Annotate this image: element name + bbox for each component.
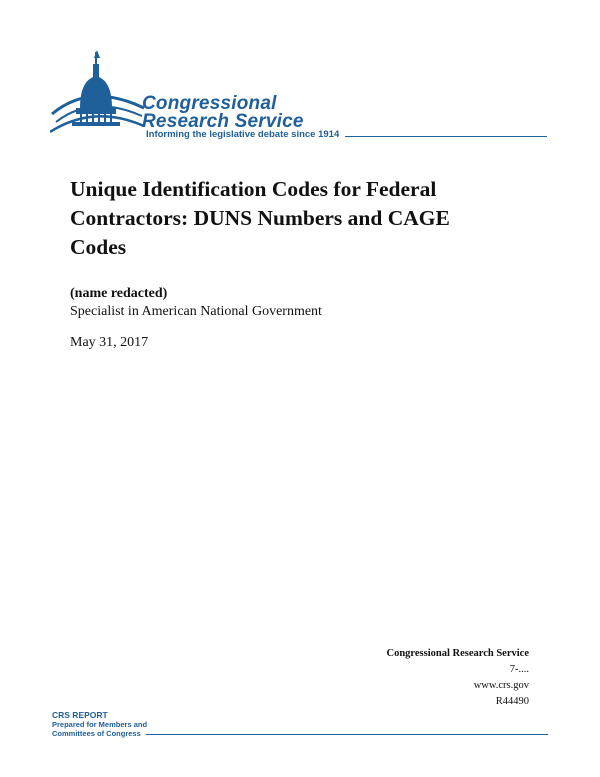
report-title: Unique Identification Codes for Federal Contractors: DUNS Numbers and CAGE Codes: [70, 177, 450, 259]
author-name: (name redacted): [70, 286, 168, 301]
logo-divider: [345, 136, 547, 137]
badge-line2: Prepared for Members and: [52, 720, 148, 729]
crs-report-badge: [52, 711, 147, 738]
footer-website: www.crs.gov: [473, 680, 529, 691]
report-date: May 31, 2017: [70, 335, 149, 350]
report-number: R44490: [495, 696, 529, 707]
org-name-line1: Congressional: [142, 93, 277, 114]
badge-title: CRS REPORT: [52, 710, 108, 720]
capitol-dome-icon: [50, 42, 146, 142]
badge-line3: Committees of Congress: [52, 729, 141, 738]
crs-logo: [50, 42, 550, 142]
footer-org: Congressional Research Service: [386, 648, 529, 659]
footer-divider: [146, 734, 548, 735]
contact-block: [386, 646, 529, 710]
org-name-line2: Research Service: [142, 111, 304, 132]
footer-phone: 7-....: [509, 664, 529, 675]
logo-tagline: Informing the legislative debate since 1914: [146, 129, 340, 140]
author-affiliation: Specialist in American National Government: [70, 304, 322, 319]
